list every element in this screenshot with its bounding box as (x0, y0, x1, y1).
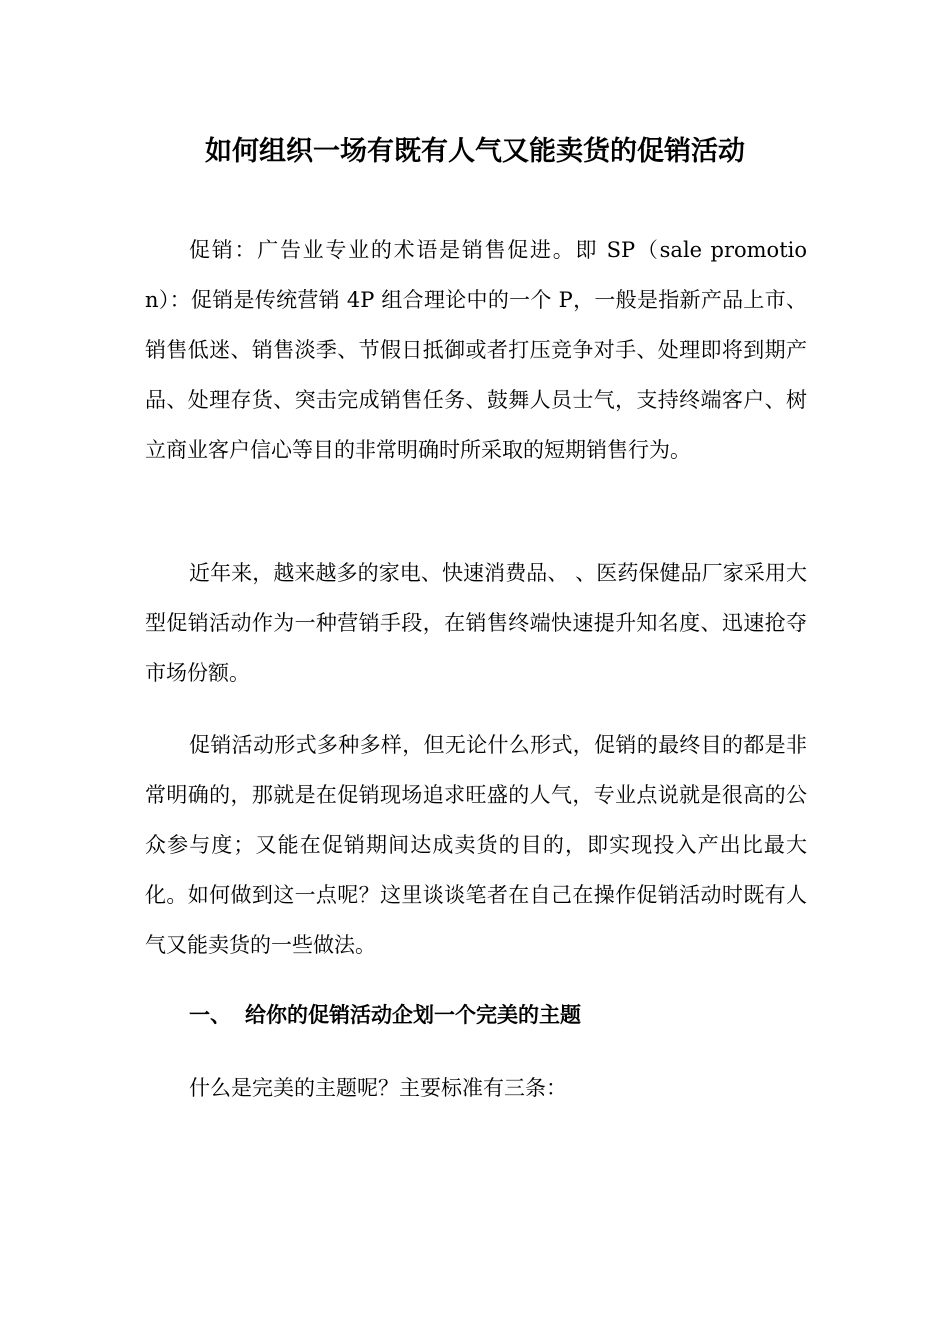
section-heading-number: 一、 (189, 1003, 231, 1027)
section-heading (189, 990, 809, 1040)
paragraph-promotion-goals: 促销活动形式多种多样，但无论什么形式，促销的最终目的都是非常明确的，那就是在促销现场追求旺盛的人气，专业点说就是很高的公众参与度；又能在促销期间达成卖货的目的，即实现投入产出比最大化。如何做到这一点呢？这里谈谈笔者在自己在操作促销活动时既有人气又能卖货的一些做法。 (145, 733, 807, 957)
section-heading-text: 给你的促销活动企划一个完美的主题 (245, 1003, 581, 1027)
paragraph-perfect-theme: 什么是完美的主题呢？主要标准有三条： (189, 1076, 567, 1100)
paragraph-recent-years: 近年来，越来越多的家电、快速消费品、 、医药保健品厂家采用大型促销活动作为一种营销手段，在销售终端快速提升知名度、迅速抢夺市场份额。 (145, 561, 807, 685)
paragraph-promotion-definition: 促销：广告业专业的术语是销售促进。即 SP（sale promotion）：促销是传统营销 4P 组合理论中的一个 P，一般是指新产品上市、销售低迷、销售淡季、节假日抵御或者打压竞争对手、处理即将到期产品、处理存货、突击完成销售任务、鼓舞人员士气，支持终端客户、树立商业客户信心等目的非常明确时所采取的短期销售行为。 (145, 238, 807, 462)
document-title: 如何组织一场有既有人气又能卖货的促销活动 (205, 136, 745, 167)
